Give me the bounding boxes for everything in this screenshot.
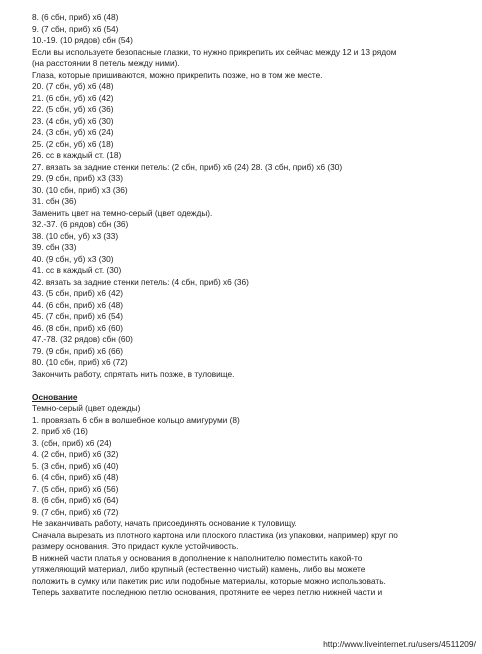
text-line: 40. (9 сбн, уб) х3 (30) <box>32 253 114 264</box>
text-line: Закончить работу, спрятать нить позже, в туловище. <box>32 368 235 379</box>
text-line: 21. (6 сбн, уб) х6 (42) <box>32 92 114 103</box>
text-line: 1. провязать 6 сбн в волшебное кольцо амигуруми (8) <box>32 414 240 425</box>
text-line: Теперь захватите последнюю петлю основания, протяните ее через петлю нижней части и <box>32 587 383 597</box>
text-line: 25. (2 сбн, уб) х6 (18) <box>32 138 114 149</box>
section-heading: Основание <box>32 391 78 402</box>
text-line: 9. (7 сбн, приб) х6 (54) <box>32 23 119 34</box>
text-line: 4. (2 сбн, приб) х6 (32) <box>32 449 119 459</box>
text-line: 2. приб х6 (16) <box>32 426 88 436</box>
text-line: 43. (5 сбн, приб) х6 (42) <box>32 288 123 298</box>
pattern-rows <box>32 12 472 380</box>
text-line: 38. (10 сбн, уб) х3 (33) <box>32 230 119 241</box>
text-line: Глаза, которые пришиваются, можно прикрепить позже, но в том же месте. <box>32 69 323 80</box>
text-line: 46. (8 сбн, приб) х6 (60) <box>32 322 123 333</box>
text-line: 29. (9 сбн, приб) х3 (33) <box>32 173 123 183</box>
text-line: 47.-78. (32 рядов) сбн (60) <box>32 334 133 344</box>
text-line: Сначала вырезать из плотного картона или плоского пластика (из упаковки, например) круг по <box>32 529 398 540</box>
text-line: 79. (9 сбн, приб) х6 (66) <box>32 345 123 356</box>
text-line: 32.-37. (6 рядов) сбн (36) <box>32 219 129 229</box>
text-line: Если вы используете безопасные глазки, то нужно прикрепить их сейчас между 12 и 13 рядом <box>32 46 397 57</box>
text-line: 9. (7 сбн, приб) х6 (72) <box>32 506 119 517</box>
text-line: 8. (6 сбн, приб) х6 (48) <box>32 12 119 22</box>
text-line: 41. сс в каждый ст. (30) <box>32 265 122 275</box>
text-line: Темно-серый (цвет одежды) <box>32 403 141 413</box>
text-line: 42. вязать за задние стенки петель: (4 сбн, приб) х6 (36) <box>32 276 249 287</box>
text-line: 10.-19. (10 рядов) сбн (54) <box>32 35 133 45</box>
text-line: Заменить цвет на темно-серый (цвет одежды). <box>32 207 213 218</box>
text-line: 39. сбн (33) <box>32 242 77 252</box>
base-instructions <box>32 403 472 599</box>
document-body <box>32 12 472 599</box>
text-line: (на расстоянии 8 петель между ними). <box>32 58 180 68</box>
text-line: утяжеляющий материал, либо крупный (естественно чистый) камень, либо вы можете <box>32 564 366 574</box>
text-line: размеру основания. Это придаст кукле устойчивость. <box>32 541 239 551</box>
text-line: 26. сс в каждый ст. (18) <box>32 150 122 160</box>
text-line: 3. (сбн, приб) х6 (24) <box>32 437 112 448</box>
text-line: Не заканчивать работу, начать присоединять основание к туловищу. <box>32 518 297 528</box>
text-line: 44. (6 сбн, приб) х6 (48) <box>32 299 123 310</box>
text-line: 22. (5 сбн, уб) х6 (36) <box>32 104 114 114</box>
text-line: 6. (4 сбн, приб) х6 (48) <box>32 472 119 482</box>
text-line: положить в сумку или пакетик рис или подобные материалы, которые можно использовать. <box>32 575 386 586</box>
text-line: 7. (5 сбн, приб) х6 (56) <box>32 483 119 494</box>
text-line: 31. сбн (36) <box>32 196 77 206</box>
text-line: В нижней части платья у основания в дополнение к наполнителю поместить какой-то <box>32 552 363 563</box>
paragraph-gap <box>32 380 472 392</box>
text-line: 45. (7 сбн, приб) х6 (54) <box>32 311 123 321</box>
text-line: 20. (7 сбн, уб) х6 (48) <box>32 81 114 91</box>
text-line: 80. (10 сбн, приб) х6 (72) <box>32 357 128 367</box>
text-line: 8. (6 сбн, приб) х6 (64) <box>32 495 119 505</box>
text-line: 5. (3 сбн, приб) х6 (40) <box>32 460 119 471</box>
source-url-watermark: http://www.liveinternet.ru/users/4511209/ <box>323 639 476 649</box>
text-line: 27. вязать за задние стенки петель: (2 сбн, приб) х6 (24) 28. (3 сбн, приб) х6 (30) <box>32 161 343 172</box>
text-line: 30. (10 сбн, приб) х3 (36) <box>32 184 128 195</box>
text-line: 23. (4 сбн, уб) х6 (30) <box>32 115 114 126</box>
text-line: 24. (3 сбн, уб) х6 (24) <box>32 127 114 137</box>
